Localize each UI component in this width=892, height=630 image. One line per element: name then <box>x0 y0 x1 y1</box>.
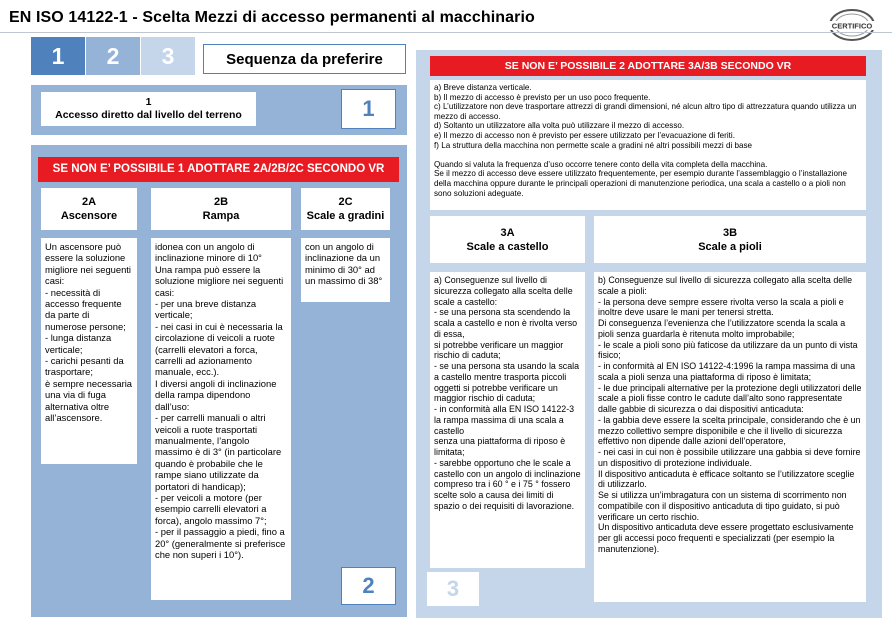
col-3a-text: a) Conseguenze sul livello di sicurezza collegato alla scelta delle scale a castello: - se una persona sta scendendo la scala a castello e non è rivolta verso di essa, si potrebbe verificare un maggior rischio di caduta; - se una persona sta usando la scala a castello mentre trasporta piccoli oggetti si potrebbe verificare un maggior rischio di caduta; - in conformità alla EN ISO 14122-3 la rampa massima di una scala a castello senza una piattaforma di riposo è limitata; - sarebbe opportuno che le scale a castello con un angolo di inclinazione compreso tra i 60 ° e i 75 ° fossero scelte solo a causa dei limiti di spazio o dei requisiti di lavorazione. <box>430 272 585 568</box>
box-1-badge: 1 <box>341 89 396 129</box>
col-2b-code: 2B <box>213 196 229 208</box>
col-2a-code: 2A <box>81 196 97 208</box>
col-3b-name: Scale a pioli <box>698 240 762 253</box>
step-2-tab: 2 <box>86 37 140 75</box>
col-3b-header <box>594 216 866 263</box>
col-2b-name: Rampa <box>202 210 240 222</box>
col-3a-code: 3A <box>500 226 515 239</box>
col-2b-header <box>151 188 291 230</box>
header-divider <box>0 32 892 33</box>
col-2b-text: idonea con un angolo di inclinazione minore di 10° Una rampa può essere la soluzione migliore nei seguenti casi: - per una breve distanza verticale; - nei casi in cui è necessaria la circolazione di veicoli a ruote (carrelli elevatori a forca, carrelli ad azionamento manuale, ecc.). I diversi angoli di inclinazione della rampa dipendono dall’uso: - per carrelli manuali o altri veicoli a ruote trasportati manualmente, l’angolo massimo è di 3° (in particolare quando è probabile che le rampe siano utilizzate da portatori di handicap); - per veicoli a motore (per esempio carrelli elevatori a forca), angolo massimo 7°; - per il passaggio a piedi, fino a 20° (generalmente si preferisce che non superi i 10°). <box>151 238 291 600</box>
col-3a-header <box>430 216 585 263</box>
col-3b-text: b) Conseguenze sul livello di sicurezza collegato alla scelta delle scale a pioli: - la persona deve sempre essere rivolta verso la scala a pioli e inoltre deve usare le mani per tenersi stretta. Di conseguenza l’evenienza che l’utilizzatore scenda la scala a pioli senza guardarla è ritenuta molto improbabile; - le scale a pioli sono più faticose da utilizzare da un punto di vista fisico; - in conformità al EN ISO 14122-4:1996 la rampa massima di una scala a pioli senza una piattaforma di riposo è limitata; - le due principali alternative per la protezione degli utilizzatori delle scale a pioli fisse contro le cadute dall’alto sono rappresentate dalle gabbie di sicurezza o dai dispositivi anticaduta: - la gabbia deve essere la scelta principale, considerando che è un mezzo collettivo sempre disponibile e che il livello di sicurezza effettivo non dipende dalle azioni dell’operatore, - nei casi in cui non è possibile utilizzare una gabbia si deve fornire un dispositivo di protezione individuale. Il dispositivo anticaduta è efficace soltanto se l’utilizzatore sceglie di utilizzarlo. Se si utilizza un’imbragatura con un sistema di scorrimento non compatibile con il dispositivo anticaduta di tipo guidato, si può verificare un certo rischio. Un dispositivo anticaduta deve essere progettato esclusivamente per gli accessi poco frequenti e specializzati (per esempio la manutenzione). <box>594 272 866 602</box>
col-2c-header <box>301 188 390 230</box>
step-3-tab: 3 <box>141 37 195 75</box>
box-1-number: 1 <box>145 96 152 108</box>
step-1-tab: 1 <box>31 37 85 75</box>
col-2c-code: 2C <box>338 196 353 208</box>
col-2a-text: Un ascensore può essere la soluzione migliore nei seguenti casi: - necessità di accesso frequente da parte di numerose persone; - lunga distanza verticale; - carichi pesanti da trasportare; è sempre necessaria una via di fuga alternativa oltre all’ascensore. <box>41 238 137 464</box>
section-2-banner: SE NON E’ POSSIBILE 1 ADOTTARE 2A/2B/2C SECONDO VR <box>38 157 399 182</box>
col-3a-name: Scale a castello <box>466 240 549 253</box>
sequence-label: Sequenza da preferire <box>203 44 406 74</box>
section-3-banner: SE NON E’ POSSIBILE 2 ADOTTARE 3A/3B SECONDO VR <box>430 56 866 76</box>
col-2c-text: con un angolo di inclinazione da un minimo di 30° ad un massimo di 38° <box>301 238 390 302</box>
col-2c-name: Scale a gradini <box>306 210 385 222</box>
section-3-criteria: a) Breve distanza verticale. b) Il mezzo di accesso è previsto per un uso poco frequente. c) L’utilizzatore non deve trasportare attrezzi di grandi dimensioni, né alcun altro tipo di attrezzatura quando utilizza un mezzo di accesso. d) Soltanto un utilizzatore alla volta può utilizzare il mezzo di accesso. e) Il mezzo di accesso non è previsto per essere utilizzato per l’evacuazione di feriti. f) La struttura della macchina non permette scale a gradini né altri possibili mezzi di base Quando si valuta la frequenza d’uso occorre tenere conto della vita completa della macchina. Se il mezzo di accesso deve essere utilizzato frequentemente, per esempio durante l’assemblaggio o l’installazione della macchina oppure durante le principali operazioni di manutenzione periodica, una scala a castello o a pioli non sono soluzioni adeguate. <box>430 80 866 210</box>
section-2-badge: 2 <box>341 567 396 605</box>
col-2a-header <box>41 188 137 230</box>
box-1-title-card <box>41 92 256 126</box>
logo-text: CERTIFICO <box>831 21 873 31</box>
page-title: EN ISO 14122-1 - Scelta Mezzi di accesso permanenti al macchinario <box>9 9 535 26</box>
box-1-title: Accesso diretto dal livello del terreno <box>55 109 242 121</box>
certifico-logo <box>826 6 878 44</box>
section-3-badge: 3 <box>426 571 480 607</box>
col-3b-code: 3B <box>722 226 738 239</box>
col-2a-name: Ascensore <box>60 210 118 222</box>
